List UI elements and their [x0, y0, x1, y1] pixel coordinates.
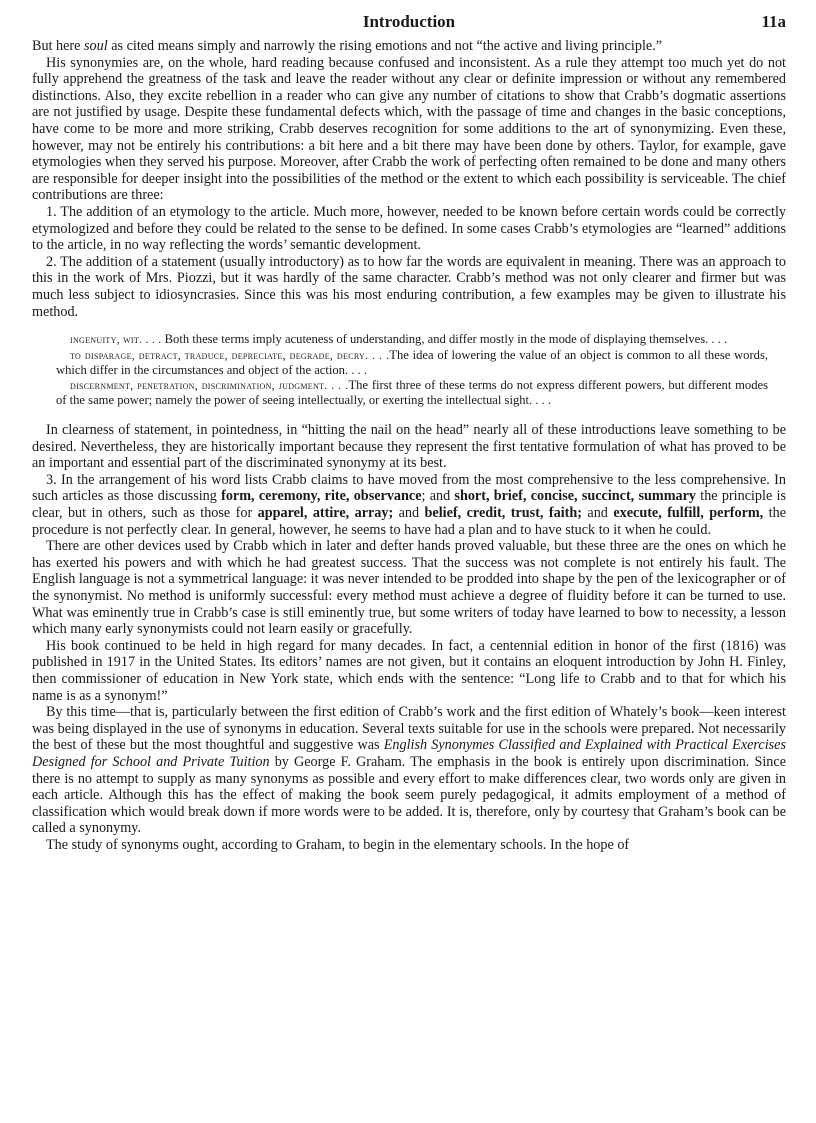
paragraph-contribution-3: 3. In the arrangement of his word lists Crabb claims to have moved from the most comprehensive to the less comprehensive. In such articles as those discussing form, ceremony, rite, observance; and short, brief, concise, succinct, summary the principle is clear, but in others, such as those for apparel, attire, array; and belief, credit, trust, faith; and execute, fulfill, perform, the procedure is not perfectly clear. In general, however, he seems to have had a plan and to have stuck to it when he could. [32, 471, 786, 538]
paragraph-contribution-2: 2. The addition of a statement (usually introductory) as to how far the words are equivalent in meaning. There was an approach to this in the work of Mrs. Piozzi, but it was hardly of the same character. Crabb’s method was not only clearer and firmer but was much less subject to idiosyncrasies. Since this was his most enduring contribution, a few examples may be given to illustrate his method. [32, 253, 786, 320]
page [32, 14, 786, 854]
page-number: 11a [761, 12, 786, 31]
quote-item: discernment, penetration, discrimination, judgment. . . .The first three of these terms do not express different powers, but different modes of the same power; namely the power of seeing intellectually, or exerting the intellectual sight. . . . [56, 377, 769, 408]
paragraph-1: But here soul as cited means simply and narrowly the rising emotions and not “the active and living principle.” [32, 38, 663, 54]
paragraph-8: His book continued to be held in high regard for many decades. In fact, a centennial edition in honor of the first (1816) was published in 1917 in the United States. Its editors’ names are not given, but it contains an eloquent introduction by John H. Finley, then commissioner of education in New York state, which ends with the sentence: “Long life to Crabb and to that for which his name is as a synonym!” [32, 637, 786, 704]
quoted-examples [56, 332, 768, 408]
quote-item: to disparage, detract, traduce, depreciate, degrade, decry. . . .The idea of lowering the value of an object is common to all these words, which differ in the circumstances and object of the action. . . . [56, 347, 768, 378]
running-header [32, 14, 786, 38]
paragraph-2: His synonymies are, on the whole, hard reading because confused and inconsistent. As a rule they attempt too much yet do not fully apprehend the greatness of the task and leave the reader without any clear or definite impression or without any remembered distinctions. Also, they excite rebellion in a reader who can give any number of citations to show that Crabb’s dogmatic assertions are not justified by usage. Despite these fundamental defects which, with the passage of time and changes in the basic conceptions, have come to be more and more striking, Crabb deserves recognition for some additions to the art of synonymizing. Even these, however, may not be entirely his contributions: a bit here and a bit there may have been done by others. Taylor, for example, gave etymologies when they served his purpose. Moreover, after Crabb the work of perfecting often remained to be done and many others are responsible for deeper insight into the possibilities of the method or the extent to which each possibility is serviceable. The chief contributions are three: [32, 54, 786, 204]
paragraph-5: In clearness of statement, in pointedness, in “hitting the nail on the head” nearly all of these introductions leave something to be desired. Nevertheless, they are historically important because they represent the first tentative formulation of what has proved to be an important and essential part of the discriminated synonymy at its best. [32, 422, 786, 472]
paragraph-contribution-1: 1. The addition of an etymology to the article. Much more, however, needed to be known before certain words could be correctly etymologized and before they could be related to the sense to be defined. In some cases Crabb’s etymologies are “learned” additions to the article, in no way reflecting the words’ semantic development. [32, 203, 786, 254]
header-title: Introduction [362, 12, 456, 31]
paragraph-9: By this time—that is, particularly between the first edition of Crabb’s work and the first edition of Whately’s book—keen interest was being displayed in the use of synonyms in education. Several texts suitable for use in the schools were prepared. Not necessarily the best of these but the most thoughtful and suggestive was English Synonymes Classified and Explained with Practical Exercises Designed for School and Private Tuition by George F. Graham. The emphasis in the book is entirely upon discrimination. Since there is no attempt to supply as many synonyms as possible and every effort to make differences clear, two words only are given in each article. Although this has the effect of making the book seem purely pedagogical, it admits employment of a method of classification which would break down if more words were to be added. It is, therefore, only by courtesy that Graham’s book can be called a synonymy. [32, 704, 786, 837]
paragraph-7: There are other devices used by Crabb which in later and defter hands proved valuable, but these three are the ones on which he has exerted his powers and with which he had greatest success. That the success was not complete is not entirely his fault. The English language is not a symmetrical language: it was never intended to be prodded into shape by the pen of the lexicographer or of the synonymist. No method is uniformly successful: every method must achieve a degree of fluidity before it can be turned to use. What was eminently true in Crabb’s case is still eminently true, but some writers of today have learned to bow to necessity, a lesson which many early synonymists could not learn easily or gracefully. [32, 538, 786, 638]
quote-item: ingenuity, wit. . . . Both these terms imply acuteness of understanding, and differ mostly in the mode of displaying themselves. . . . [70, 332, 728, 347]
paragraph-10: The study of synonyms ought, according to Graham, to begin in the elementary schools. In the hope of [46, 836, 630, 853]
